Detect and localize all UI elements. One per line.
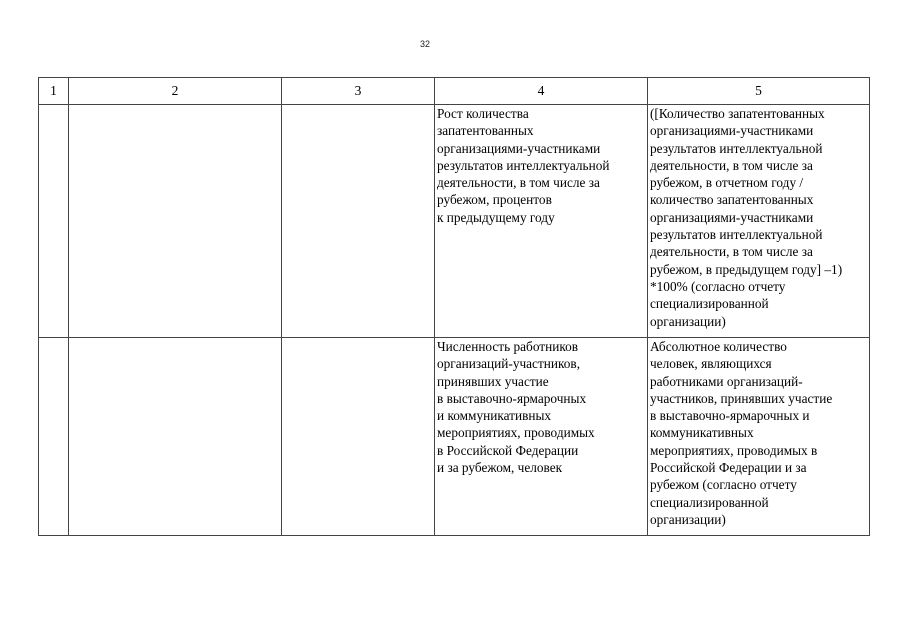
text-line: человек, являющихся [650,356,772,372]
text-line: участников, принявших участие [650,390,833,406]
row-1-col-2 [69,105,282,338]
row-2-col-3 [282,338,435,536]
text-line: деятельности, в том числе за [437,175,600,191]
text-line: и за рубежом, человек [437,460,563,476]
row-1-indicator-name [435,105,648,338]
indicator-table [38,77,870,536]
row-2-col-1 [39,338,69,536]
text-line: рубежом, в отчетном году / [650,175,804,191]
text-line: организациями-участниками [437,140,601,156]
text-line: специализированной [650,494,769,510]
text-line: организации) [650,511,726,527]
text-line: работниками организаций- [650,373,803,389]
text-line: деятельности, в том числе за [650,157,813,173]
row-2-indicator-name [435,338,648,536]
text-line: в Российской Федерации [437,442,579,458]
row-1-col-1 [39,105,69,338]
text-line: рубежом, в предыдущем году] –1) [650,261,843,277]
text-line: организациями-участниками [650,123,814,139]
text-line: результатов интеллектуальной [650,140,823,156]
text-line: специализированной [650,296,769,312]
text-line: Абсолютное количество [650,339,787,354]
text-line: *100% (согласно отчету [650,278,786,294]
text-line: организации) [650,313,726,329]
page-number: 32 [419,39,430,49]
text-line: принявших участие [437,373,549,389]
text-line: Российской Федерации и за [650,460,807,476]
table-row [39,105,870,338]
text-line: результатов интеллектуальной [650,227,823,243]
text-line: организациями-участниками [650,209,814,225]
row-2-col-2 [69,338,282,536]
text-line: коммуникативных [650,425,754,441]
column-header-5: 5 [648,78,870,105]
text-line: Численность работников [437,339,579,354]
text-line: ([Количество запатентованных [650,106,825,121]
column-header-4: 4 [435,78,648,105]
text-line: рубежом (согласно отчету [650,477,797,493]
text-line: результатов интеллектуальной [437,157,610,173]
text-line: рубежом, процентов [437,192,552,208]
text-line: количество запатентованных [650,192,814,208]
text-line: запатентованных [437,123,534,139]
row-2-calculation-method [648,338,870,536]
text-line: Рост количества [437,106,529,121]
column-header-2: 2 [69,78,282,105]
text-line: мероприятиях, проводимых [437,425,595,441]
text-line: к предыдущему году [437,209,555,225]
column-header-3: 3 [282,78,435,105]
text-line: в выставочно-ярмарочных [437,390,587,406]
row-1-calculation-method [648,105,870,338]
row-1-col-3 [282,105,435,338]
text-line: и коммуникативных [437,408,552,424]
text-line: в выставочно-ярмарочных и [650,408,810,424]
table-row [39,338,870,536]
column-header-1: 1 [39,78,69,105]
text-line: организаций-участников, [437,356,581,372]
table-header-row [39,78,870,105]
text-line: мероприятиях, проводимых в [650,442,818,458]
text-line: деятельности, в том числе за [650,244,813,260]
